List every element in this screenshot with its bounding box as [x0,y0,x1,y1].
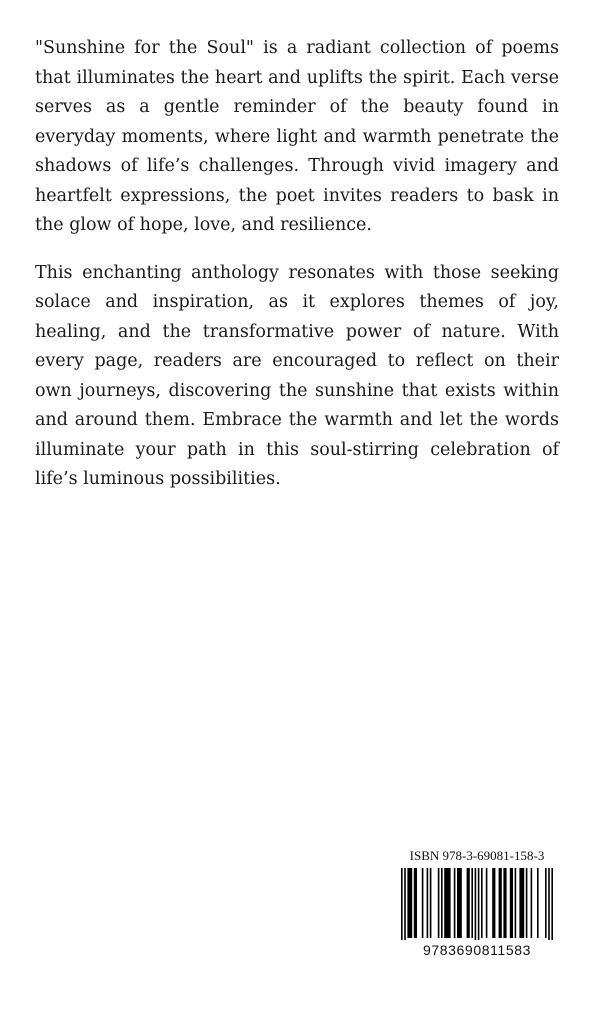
barcode-bar [414,868,417,938]
barcode-bar [401,868,403,940]
barcode-bar [548,868,550,940]
barcode-bar [438,868,440,938]
barcode-number: 9783690811583 [423,942,531,958]
barcode-bar [503,868,506,938]
barcode-bar [531,868,533,938]
barcode-bar [407,868,412,938]
barcode-bar [486,868,488,938]
blurb-paragraph-1: "Sunshine for the Soul" is a radiant collection of poems that illuminates the heart and uplifts the spirit. Each verse serves as a gentle reminder of the beauty found in everyday moments, where light and warmth penetrate the shadows of life’s challenges. Through vivid imagery and heartfelt expressions, the poet invites readers to bask in the glow of hope, love, and resilience. [35,38,559,235]
blurb-paragraph-2: This enchanting anthology resonates with those seeking solace and inspiration, as it explores themes of joy, healing, and the transformative power of nature. With every page, readers are encouraged to reflect on their own journeys, discovering the sunshine that exists within and around them. Embrace the warmth and let the words illuminate your path in this soul-stirring celebration of life’s luminous possibilities. [35,262,559,489]
barcode-bar [510,868,513,938]
barcode-bar [551,868,553,940]
barcode-bar [454,868,456,938]
barcode-bar [526,868,528,938]
barcode-bar [471,868,473,938]
barcode-bar [537,868,539,938]
barcode-bar [475,868,477,940]
barcode-bar [478,868,480,940]
barcode-bars [392,868,562,940]
book-blurb [35,34,559,513]
barcode-bar [499,868,502,938]
barcode-bar [492,868,495,938]
barcode-bar [481,868,483,938]
isbn-label: ISBN 978-3-69081-158-3 [409,848,545,863]
barcode-bar [441,868,443,938]
barcode-bar [515,868,517,938]
barcode-bar [519,868,524,938]
barcode-bar [444,868,450,938]
barcode-bar [430,868,432,938]
barcode-bar [422,868,424,938]
barcode-bar [404,868,406,940]
barcode-bar [427,868,429,938]
isbn-barcode [392,848,562,966]
barcode-bar [467,868,470,938]
barcode-bar [457,868,462,938]
barcode-bar [545,868,547,938]
